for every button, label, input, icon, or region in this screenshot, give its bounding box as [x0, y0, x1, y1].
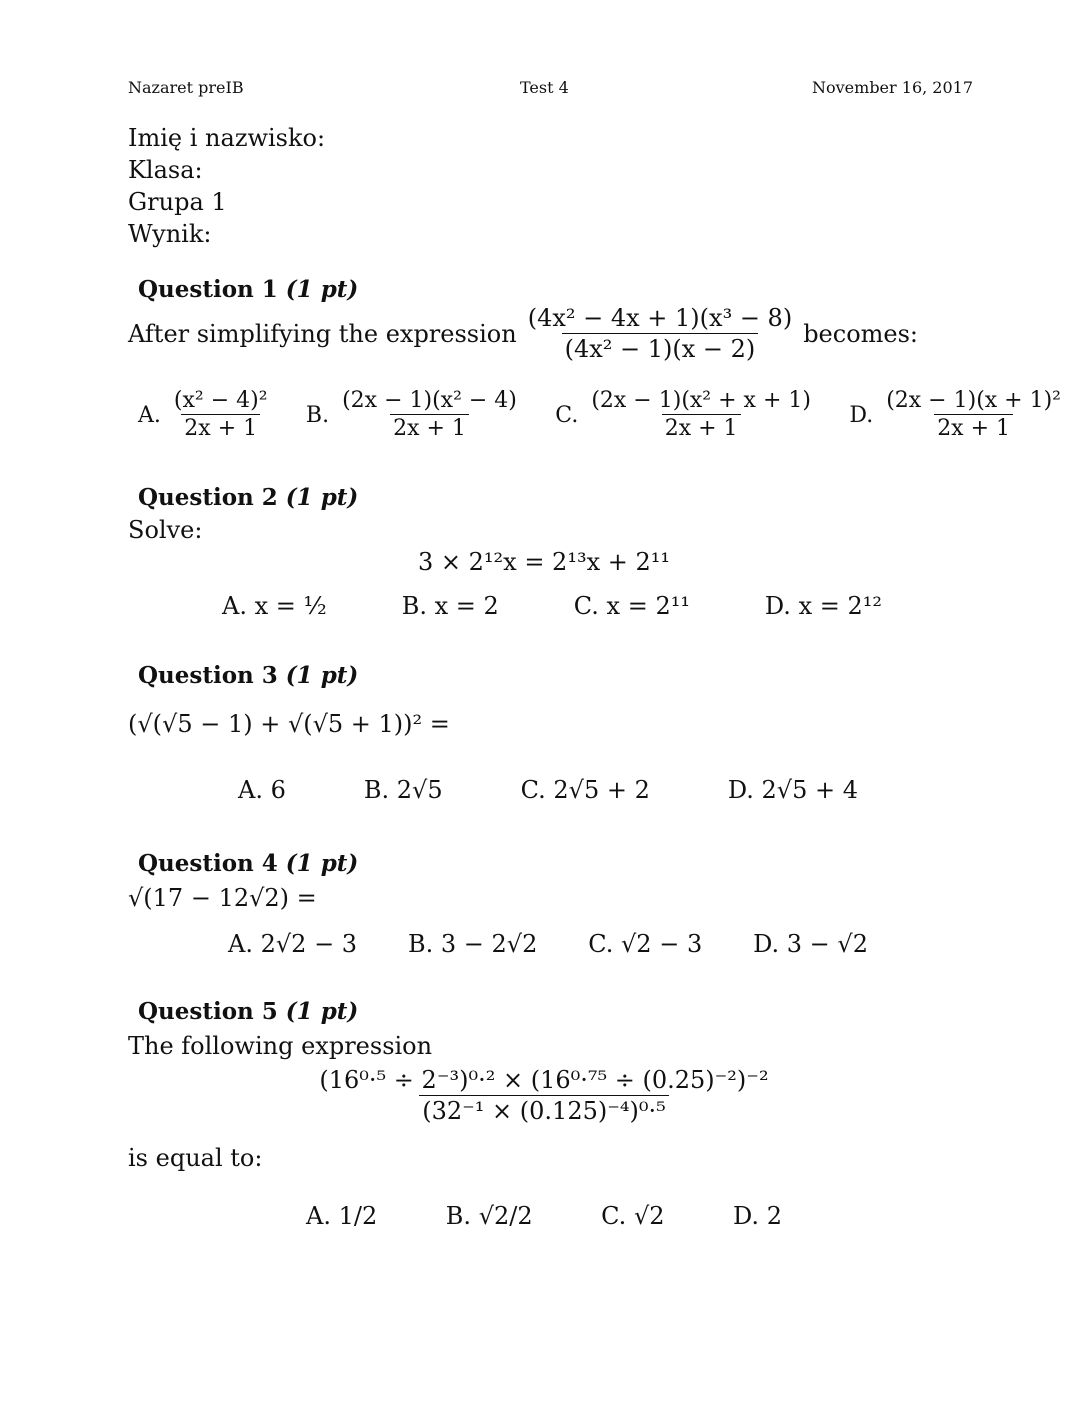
option-d: [733, 1202, 782, 1230]
option-fraction: [339, 388, 520, 443]
question-5-title: [138, 998, 358, 1025]
prompt-text: After simplifying the expression: [128, 319, 517, 348]
question-2-equation: 3 × 2¹²x = 2¹³x + 2¹¹: [418, 548, 670, 576]
question-5-options: [306, 1202, 782, 1230]
question-3-title: [138, 662, 358, 689]
fraction-denominator: 2x + 1: [934, 414, 1013, 443]
option-letter: B.: [305, 402, 330, 428]
option-letter: C.: [555, 402, 579, 428]
question-1-options: [138, 388, 1068, 443]
option-value: √2: [633, 1202, 665, 1230]
option-d: [849, 388, 1068, 443]
option-letter: A.: [228, 930, 253, 958]
group-label: Grupa 1: [128, 188, 227, 216]
question-title: Question 5: [138, 998, 278, 1025]
question-2-options: [222, 592, 882, 620]
question-title: Question 2: [138, 484, 278, 511]
question-4-options: [228, 930, 868, 958]
option-letter: B.: [407, 930, 434, 958]
question-1-prompt: [128, 304, 918, 364]
option-letter: B.: [445, 1202, 472, 1230]
option-b: [446, 1202, 533, 1230]
option-letter: B.: [401, 592, 427, 620]
option-c: [574, 592, 690, 620]
option-letter: A.: [306, 1202, 331, 1230]
option-letter: C.: [520, 776, 546, 804]
question-4-title: [138, 850, 358, 877]
option-letter: B.: [363, 776, 390, 804]
expression-fraction: [316, 1066, 771, 1126]
option-value: 2√5: [396, 776, 443, 804]
option-value: x = 2¹¹: [606, 592, 690, 620]
fraction-denominator: 2x + 1: [181, 414, 260, 443]
option-value: √2/2: [478, 1202, 533, 1230]
option-d: [765, 592, 882, 620]
question-title: Question 1: [138, 276, 278, 303]
header-left: Nazaret preIB: [128, 78, 244, 97]
question-3-options: [238, 776, 858, 804]
option-value: 3 − √2: [786, 930, 868, 958]
option-letter: C.: [588, 930, 614, 958]
question-points: (1 pt): [285, 998, 359, 1025]
question-5-followup: is equal to:: [128, 1144, 263, 1172]
expression-fraction: [525, 304, 795, 364]
fraction-numerator: (x² − 4)²: [173, 388, 268, 413]
option-a: [228, 930, 357, 958]
option-value: 2√2 − 3: [260, 930, 358, 958]
question-4-expression: √(17 − 12√2) =: [128, 884, 317, 912]
fraction-denominator: 2x + 1: [390, 414, 469, 443]
option-c: [555, 388, 818, 443]
option-letter: A.: [138, 402, 161, 428]
option-fraction: [883, 388, 1064, 443]
question-5-prompt: The following expression: [128, 1032, 433, 1060]
question-2-prompt: Solve:: [128, 516, 203, 544]
prompt-text: becomes:: [803, 319, 919, 348]
option-letter: D.: [849, 402, 874, 428]
fraction-denominator: (32⁻¹ × (0.125)⁻⁴)⁰·⁵: [419, 1095, 669, 1126]
question-title: Question 3: [138, 662, 278, 689]
option-value: 2: [766, 1202, 782, 1230]
question-1-title: [138, 276, 358, 303]
option-letter: C.: [573, 592, 599, 620]
option-fraction: [588, 388, 814, 443]
question-points: (1 pt): [285, 276, 359, 303]
fraction-denominator: 2x + 1: [662, 414, 741, 443]
option-c: [601, 1202, 664, 1230]
option-letter: D.: [764, 592, 791, 620]
option-value: 6: [270, 776, 286, 804]
fraction-numerator: (4x² − 4x + 1)(x³ − 8): [527, 304, 793, 332]
option-b: [408, 930, 537, 958]
question-2-title: [138, 484, 358, 511]
question-title: Question 4: [138, 850, 278, 877]
question-points: (1 pt): [285, 662, 359, 689]
option-fraction: [171, 388, 271, 443]
fraction-numerator: (2x − 1)(x² − 4): [342, 388, 517, 413]
header-date: November 16, 2017: [812, 78, 974, 97]
option-a: [138, 388, 275, 443]
option-d: [728, 776, 858, 804]
option-value: 2√5 + 4: [761, 776, 858, 804]
option-letter: D.: [727, 776, 754, 804]
option-a: [238, 776, 286, 804]
question-points: (1 pt): [285, 850, 359, 877]
option-value: x = 2¹²: [798, 592, 882, 620]
class-field-label: Klasa:: [128, 156, 203, 184]
option-b: [306, 388, 524, 443]
fraction-denominator: (4x² − 1)(x − 2): [562, 333, 759, 364]
option-value: 2√5 + 2: [553, 776, 650, 804]
fraction-numerator: (2x − 1)(x² + x + 1): [591, 388, 811, 413]
option-value: x = ½: [254, 592, 327, 620]
fraction-numerator: (2x − 1)(x + 1)²: [886, 388, 1061, 413]
option-value: x = 2: [434, 592, 499, 620]
option-value: √2 − 3: [621, 930, 703, 958]
option-letter: A.: [238, 776, 263, 804]
name-field-label: Imię i nazwisko:: [128, 124, 326, 152]
option-letter: D.: [753, 930, 780, 958]
option-c: [588, 930, 702, 958]
question-5-expression: [0, 1066, 1088, 1126]
option-a: [306, 1202, 377, 1230]
question-3-expression: (√(√5 − 1) + √(√5 + 1))² =: [128, 710, 450, 738]
score-field-label: Wynik:: [128, 220, 212, 248]
fraction-numerator: (16⁰·⁵ ÷ 2⁻³)⁰·² × (16⁰·⁷⁵ ÷ (0.25)⁻²)⁻²: [319, 1066, 769, 1094]
option-letter: A.: [222, 592, 247, 620]
option-value: 3 − 2√2: [440, 930, 538, 958]
option-d: [753, 930, 868, 958]
option-a: [222, 592, 327, 620]
option-b: [402, 592, 499, 620]
option-letter: D.: [733, 1202, 760, 1230]
option-c: [521, 776, 650, 804]
option-b: [364, 776, 443, 804]
header-center: Test 4: [520, 78, 569, 97]
question-points: (1 pt): [285, 484, 359, 511]
option-value: 1/2: [338, 1202, 378, 1230]
option-letter: C.: [601, 1202, 627, 1230]
